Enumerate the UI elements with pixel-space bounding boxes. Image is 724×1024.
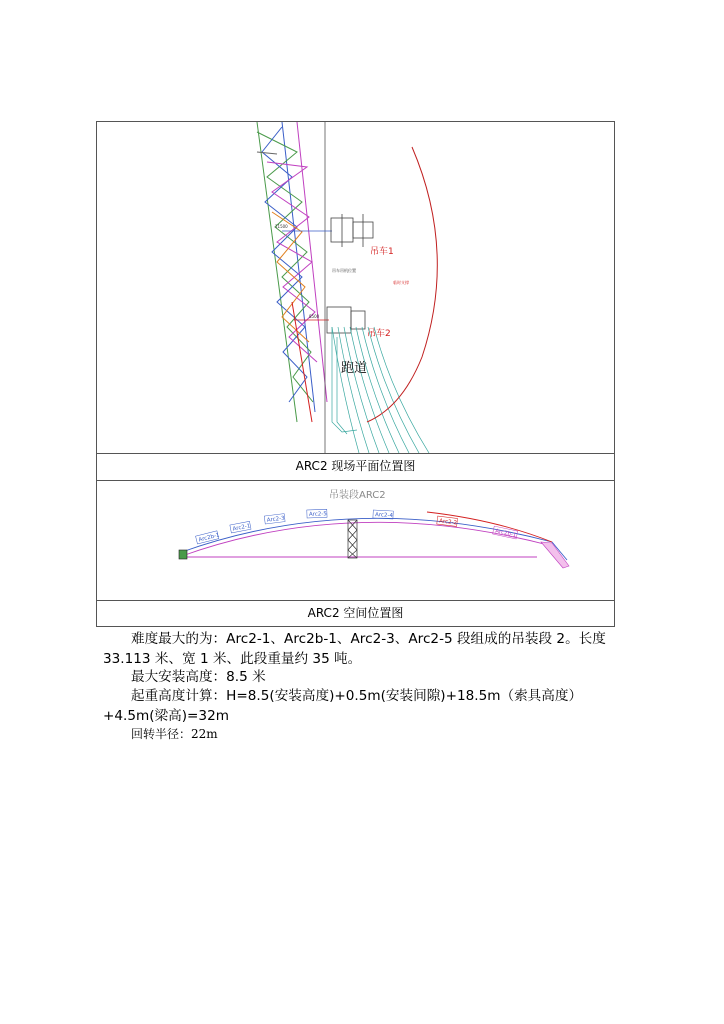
svg-text:11500: 11500 bbox=[275, 224, 288, 229]
runway-label: 跑道 bbox=[341, 361, 368, 376]
elevation-view-caption: ARC2 空间位置图 bbox=[97, 600, 614, 627]
paragraph-line-5: +4.5m(梁高)=32m bbox=[103, 708, 229, 724]
runway bbox=[332, 327, 429, 453]
crane-1-label: 吊车1 bbox=[370, 247, 394, 257]
crane-2-label: 吊车2 bbox=[367, 329, 391, 339]
temporary-tower bbox=[348, 520, 357, 558]
plan-view-image bbox=[97, 122, 614, 453]
plan-view-drawing bbox=[97, 122, 614, 453]
segment-label: Arc2-3 bbox=[266, 515, 286, 524]
truss-structure bbox=[257, 122, 327, 422]
svg-text:8500: 8500 bbox=[309, 314, 320, 319]
paragraph-line-4: 起重高度计算：H=8.5(安装高度)+0.5m(安装间隙)+18.5m（索具高度） bbox=[131, 688, 583, 704]
segment-label: Arc2-4 bbox=[374, 512, 394, 520]
segment-label: Arc2b-1 bbox=[197, 532, 221, 544]
segment-label: Arc2-2 bbox=[438, 518, 458, 527]
elevation-view-image bbox=[97, 480, 614, 600]
figure-table bbox=[96, 121, 615, 627]
paragraph-line-6: 回转半径：22m bbox=[131, 727, 218, 741]
svg-text:临时支撑: 临时支撑 bbox=[393, 280, 409, 285]
paragraph-line-1: 难度最大的为：Arc2-1、Arc2b-1、Arc2-3、Arc2-5 段组成的吊装段 2。长度 bbox=[131, 631, 606, 647]
elevation-header: 吊装段ARC2 bbox=[329, 490, 386, 501]
segment-labels bbox=[196, 509, 518, 544]
svg-text:吊车吊机位置: 吊车吊机位置 bbox=[332, 268, 356, 273]
segment-label: Arc2b-1 bbox=[494, 528, 517, 539]
segment-label: Arc2-1 bbox=[232, 523, 251, 533]
segment-label: Arc2-5 bbox=[308, 511, 327, 518]
plan-view-caption: ARC2 现场平面位置图 bbox=[97, 453, 614, 481]
elevation-drawing bbox=[97, 480, 614, 600]
paragraph-line-3: 最大安装高度：8.5 米 bbox=[131, 669, 266, 685]
paragraph-line-2: 33.113 米、宽 1 米、此段重量约 35 吨。 bbox=[103, 651, 362, 667]
